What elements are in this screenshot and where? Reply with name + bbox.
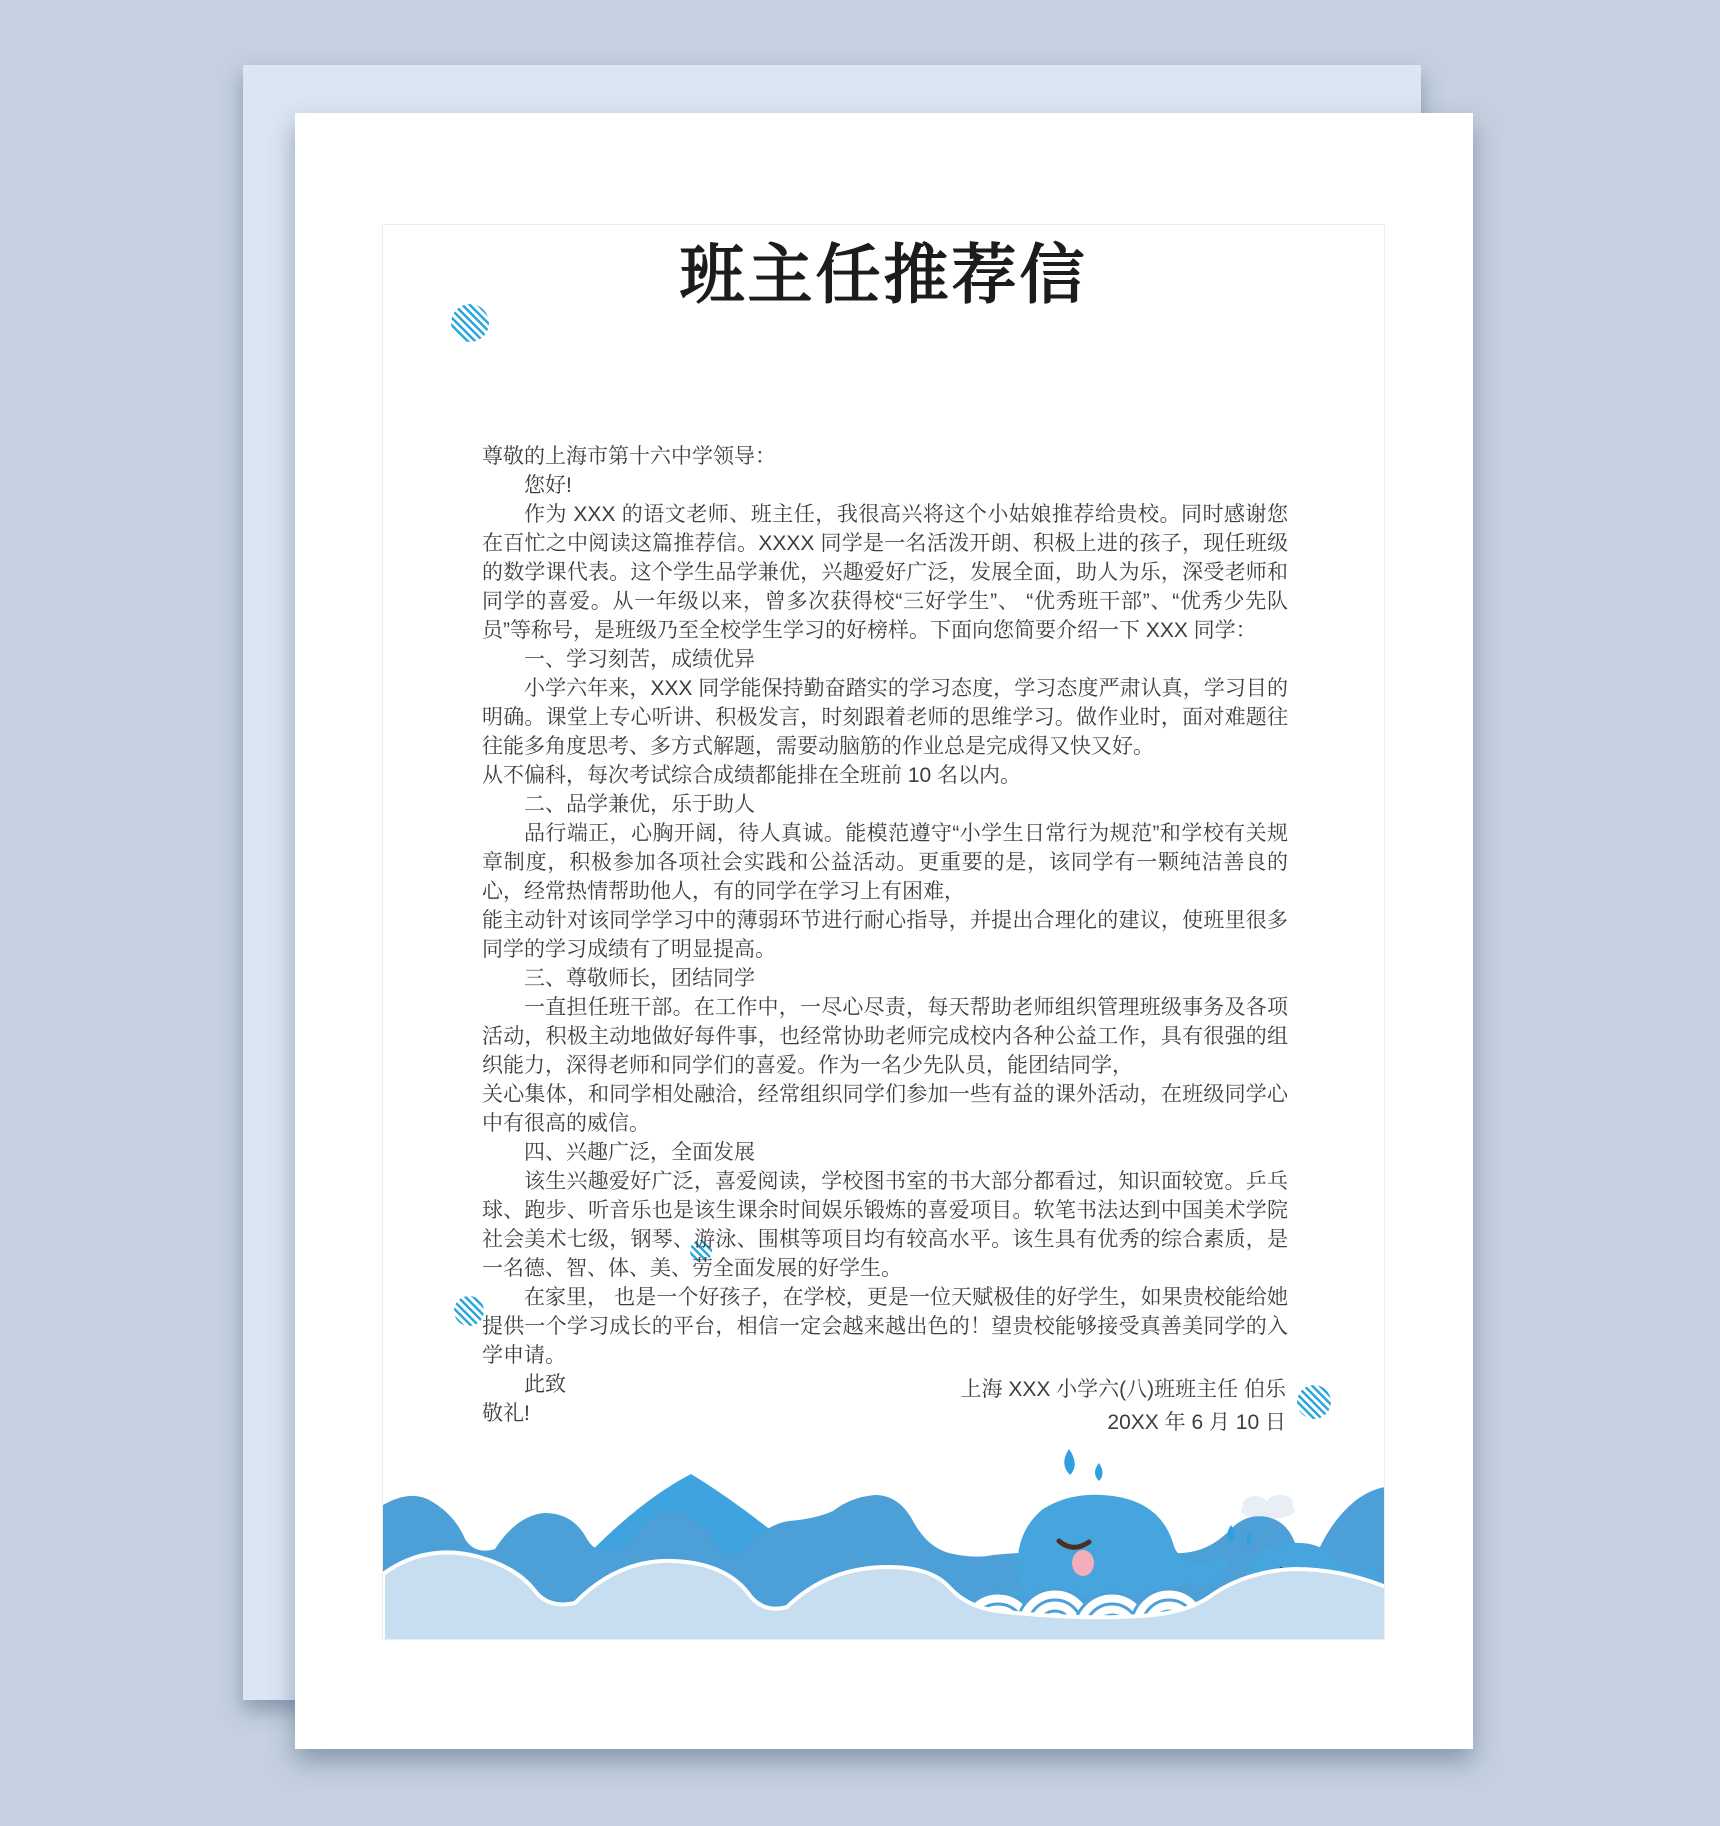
letter-paragraph: 品行端正，心胸开阔，待人真诚。能模范遵守“小学生日常行为规范”和学校有关规章制度，积极参加各项社会实践和公益活动。更重要的是，该同学有一颗纯洁善良的心，经常热情帮助他人，有的同学在学习上有困难， xyxy=(482,822,1288,903)
letter-paragraph: 一、学习刻苦，成绩优异 xyxy=(524,648,755,671)
whale-waves-illustration xyxy=(383,1439,1385,1639)
letter-paragraph: 二、品学兼优，乐于助人 xyxy=(524,793,755,816)
letter-page xyxy=(382,224,1385,1640)
striped-circle-icon xyxy=(454,1296,484,1326)
letter-paragraph: 从不偏科，每次考试综合成绩都能排在全班前 10 名以内。 xyxy=(482,764,1022,787)
letter-paragraph: 此致 xyxy=(524,1373,566,1396)
letter-paragraph: 该生兴趣爱好广泛，喜爱阅读，学校图书室的书大部分都看过，知识面较宽。乒乓球、跑步、听音乐也是该生课余时间娱乐锻炼的喜爱项目。软笔书法达到中国美术学院社会美术七级，钢琴、游泳、围棋等项目均有较高水平。该生具有优秀的综合素质，是一名德、智、体、美、劳全面发展的好学生。 xyxy=(482,1170,1288,1280)
letter-paragraph: 四、兴趣广泛，全面发展 xyxy=(524,1141,755,1164)
striped-circle-icon xyxy=(1297,1385,1331,1419)
big-whale xyxy=(1005,1449,1227,1596)
letter-paragraph: 敬礼! xyxy=(482,1402,530,1425)
letter-paragraph: 关心集体，和同学相处融洽，经常组织同学们参加一些有益的课外活动，在班级同学心中有很高的威信。 xyxy=(482,1083,1288,1135)
letter-paragraph: 您好! xyxy=(524,474,572,497)
letter-paragraph: 小学六年来，XXX 同学能保持勤奋踏实的学习态度，学习态度严肃认真，学习目的明确。课堂上专心听讲、积极发言，时刻跟着老师的思维学习。做作业时，面对难题往往能多角度思考、多方式解题，需要动脑筋的作业总是完成得又快又好。 xyxy=(482,677,1288,758)
letter-body xyxy=(482,442,1288,1428)
letter-paragraph: 能主动针对该同学学习中的薄弱环节进行耐心指导，并提出合理化的建议，使班里很多同学的学习成绩有了明显提高。 xyxy=(482,909,1288,961)
page-title: 班主任推荐信 xyxy=(679,238,1088,311)
letter-paragraph: 一直担任班干部。在工作中，一尽心尽责，每天帮助老师组织管理班级事务及各项活动，积极主动地做好每件事，也经常协助老师完成校内各种公益工作，具有很强的组织能力，深得老师和同学们的喜爱。作为一名少先队员，能团结同学， xyxy=(482,996,1288,1077)
cloud-icon xyxy=(1241,1495,1295,1519)
signature-block xyxy=(960,1373,1286,1439)
signature-line: 上海 XXX 小学六(八)班班主任 伯乐 xyxy=(960,1378,1286,1401)
paper-sheet-front xyxy=(295,113,1473,1749)
date-line: 20XX 年 6 月 10 日 xyxy=(1107,1411,1286,1434)
letter-paragraph: 作为 XXX 的语文老师、班主任，我很高兴将这个小姑娘推荐给贵校。同时感谢您在百忙之中阅读这篇推荐信。XXXX 同学是一名活泼开朗、积极上进的孩子，现任班级的数学课代表。这个学生品学兼优，兴趣爱好广泛，发展全面，助人为乐，深受老师和同学的喜爱。从一年级以来，曾多次获得校“三好学生”、 “优秀班干部”、“优秀少先队员”等称号，是班级乃至全校学生学习的好榜样。下面向您简要介绍一下 XXX 同学： xyxy=(482,503,1288,642)
letter-paragraph: 三、尊敬师长，团结同学 xyxy=(524,967,755,990)
whale-cheek xyxy=(1072,1550,1094,1576)
letter-paragraph: 在家里， 也是一个好孩子，在学校，更是一位天赋极佳的好学生，如果贵校能给她提供一个学习成长的平台，相信一定会越来越出色的！望贵校能够接受真善美同学的入学申请。 xyxy=(482,1286,1288,1367)
letter-paragraph: 尊敬的上海市第十六中学领导： xyxy=(482,445,776,468)
